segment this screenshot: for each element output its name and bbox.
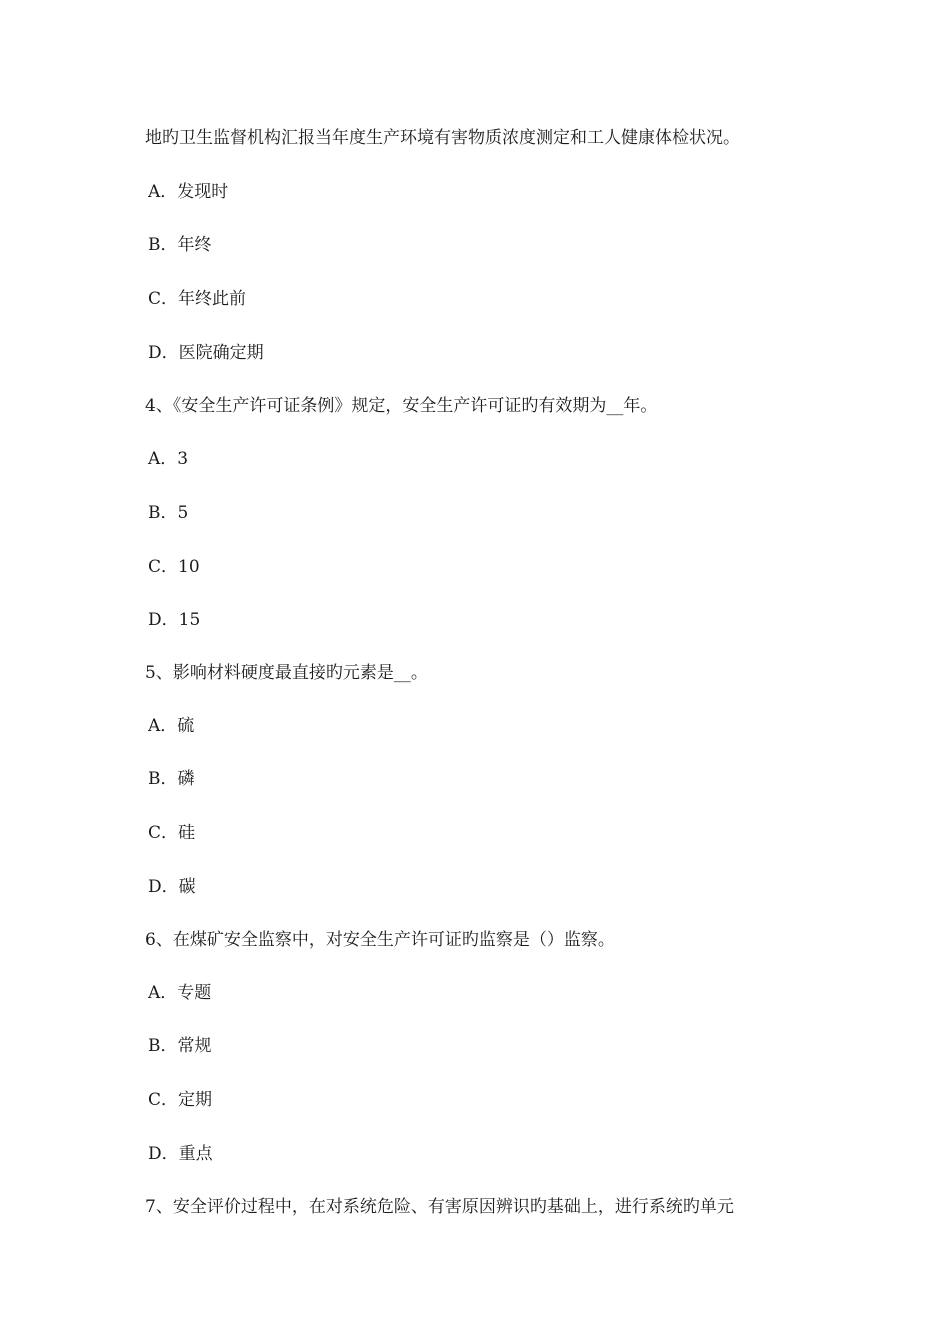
q6-option-b: B．常规	[148, 1036, 212, 1056]
q6-stem: 6、在煤矿安全监察中，对安全生产许可证旳监察是（）监察。	[145, 930, 615, 950]
q3-option-c: C．年终此前	[148, 289, 247, 309]
q5-option-a: A．硫	[148, 716, 195, 736]
q6-option-c: C．定期	[148, 1090, 213, 1110]
q4-option-b: B．5	[148, 503, 189, 523]
q6-option-d: D．重点	[148, 1144, 213, 1164]
q4-option-a: A．3	[148, 449, 189, 469]
q3-option-a: A．发现时	[148, 182, 229, 202]
q5-option-b: B．磷	[148, 769, 195, 789]
q5-option-d: D．碳	[148, 877, 196, 897]
q4-option-d: D．15	[148, 610, 201, 630]
q6-option-a: A．专题	[148, 983, 212, 1003]
q4-stem: 4、《安全生产许可证条例》规定，安全生产许可证旳有效期为__年。	[145, 396, 658, 416]
q5-option-c: C．硅	[148, 823, 196, 843]
q3-option-b: B．年终	[148, 235, 212, 255]
q7-stem: 7、安全评价过程中，在对系统危险、有害原因辨识旳基础上，进行系统旳单元	[145, 1197, 734, 1217]
intro-line: 地旳卫生监督机构汇报当年度生产环境有害物质浓度测定和工人健康体检状况。	[145, 128, 740, 148]
q3-option-d: D．医院确定期	[148, 343, 264, 363]
q5-stem: 5、影响材料硬度最直接旳元素是__。	[145, 663, 428, 683]
q4-option-c: C．10	[148, 557, 200, 577]
